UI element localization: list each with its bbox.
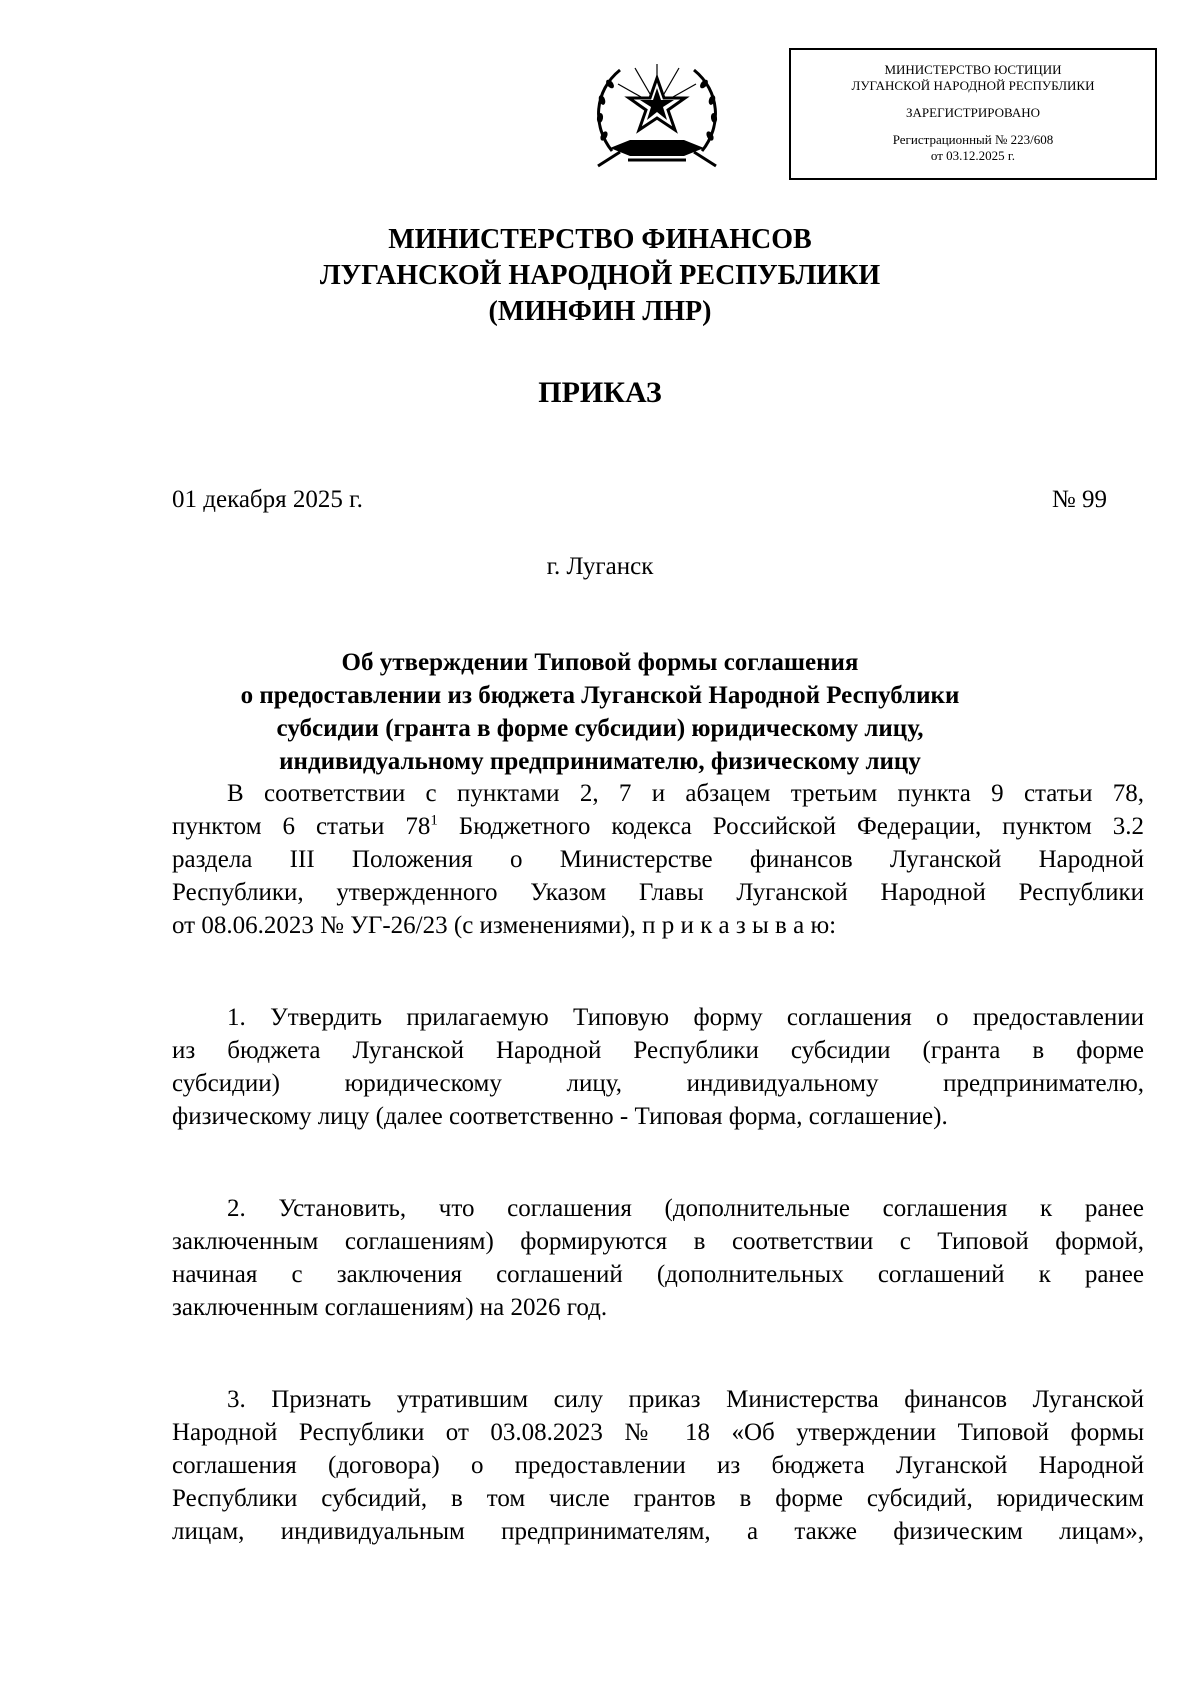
- stamp-status: ЗАРЕГИСТРИРОВАНО: [906, 105, 1040, 120]
- ministry-short-name: (МИНФИН ЛНР): [488, 296, 712, 327]
- subject-line: субсидии (гранта в форме субсидии) юридическому лицу,: [276, 715, 924, 742]
- item-2-line: начиная с заключения соглашений (дополнительных соглашений к ранее: [172, 1261, 1144, 1288]
- item-1-line: из бюджета Луганской Народной Республики субсидии (гранта в форме: [172, 1037, 1144, 1064]
- stamp-reg-date: от 03.12.2025 г.: [930, 148, 1016, 163]
- item-2-line: заключенным соглашениям) формируются в соответствии с Типовой формой,: [172, 1228, 1144, 1255]
- ministry-name-line2: ЛУГАНСКОЙ НАРОДНОЙ РЕСПУБЛИКИ: [319, 260, 881, 291]
- date-number-line: [172, 484, 1107, 516]
- stamp-reg-number: Регистрационный № 223/608: [892, 132, 1054, 147]
- item-3-line: Народной Республики от 03.08.2023 № 18 «Об утверждении Типовой формы: [172, 1419, 1144, 1446]
- lnr-coat-of-arms-icon: [590, 56, 724, 172]
- order-subject: [0, 646, 1200, 778]
- stamp-ministry-line1: МИНИСТЕРСТВО ЮСТИЦИИ: [884, 62, 1062, 77]
- item-1-line: субсидии) юридическому лицу, индивидуальному предпринимателю,: [172, 1070, 1144, 1097]
- city-line: г. Луганск: [546, 553, 654, 580]
- item-3-line: 3. Признать утратившим силу приказ Министерства финансов Луганской: [227, 1386, 1144, 1413]
- stamp-ministry-line2: ЛУГАНСКОЙ НАРОДНОЙ РЕСПУБЛИКИ: [851, 78, 1095, 93]
- preamble-line: Республики, утвержденного Указом Главы Луганской Народной Республики: [172, 879, 1144, 906]
- preamble-line: В соответствии с пунктами 2, 7 и абзацем третьим пункта 9 статьи 78,: [227, 780, 1144, 807]
- superscript: 1: [430, 812, 438, 829]
- document-type-title: ПРИКАЗ: [538, 376, 662, 409]
- item-1-line: физическому лицу (далее соответственно - Типовая форма, соглашение).: [172, 1103, 948, 1130]
- order-number: № 99: [1051, 486, 1107, 513]
- item-3-line: лицам, индивидуальным предпринимателям, а также физическим лицам»,: [172, 1518, 1144, 1545]
- item-1-line: 1. Утвердить прилагаемую Типовую форму соглашения о предоставлении: [227, 1004, 1144, 1031]
- item-2-line: заключенным соглашениям) на 2026 год.: [172, 1294, 608, 1321]
- subject-line: Об утверждении Типовой формы соглашения: [341, 649, 859, 676]
- item-1-paragraph: [172, 1001, 1144, 1133]
- subject-line: индивидуальному предпринимателю, физическому лицу: [279, 748, 921, 775]
- subject-line: о предоставлении из бюджета Луганской Народной Республики: [240, 682, 960, 709]
- preamble-line: пунктом 6 статьи $78^1$ Бюджетного кодекса Российской Федерации, пунктом 3.2: [172, 812, 1144, 840]
- item-2-line: 2. Установить, что соглашения (дополнительные соглашения к ранее: [227, 1195, 1144, 1222]
- item-3-line: соглашения (договора) о предоставлении из бюджета Луганской Народной: [172, 1452, 1144, 1479]
- ministry-name-line1: МИНИСТЕРСТВО ФИНАНСОВ: [388, 224, 812, 255]
- preamble-paragraph: [172, 777, 1144, 942]
- item-3-line: Республики субсидий, в том числе грантов в форме субсидий, юридическим: [172, 1485, 1144, 1512]
- preamble-line: от 08.06.2023 № УГ-26/23 (с изменениями), п р и к а з ы в а ю:: [172, 912, 837, 939]
- item-3-paragraph: [172, 1383, 1144, 1548]
- preamble-line: раздела III Положения о Министерстве финансов Луганской Народной: [172, 846, 1144, 873]
- ministry-header: [0, 222, 1200, 330]
- item-2-paragraph: [172, 1192, 1144, 1324]
- order-date: 01 декабря 2025 г.: [172, 486, 363, 513]
- registration-stamp: [789, 48, 1157, 180]
